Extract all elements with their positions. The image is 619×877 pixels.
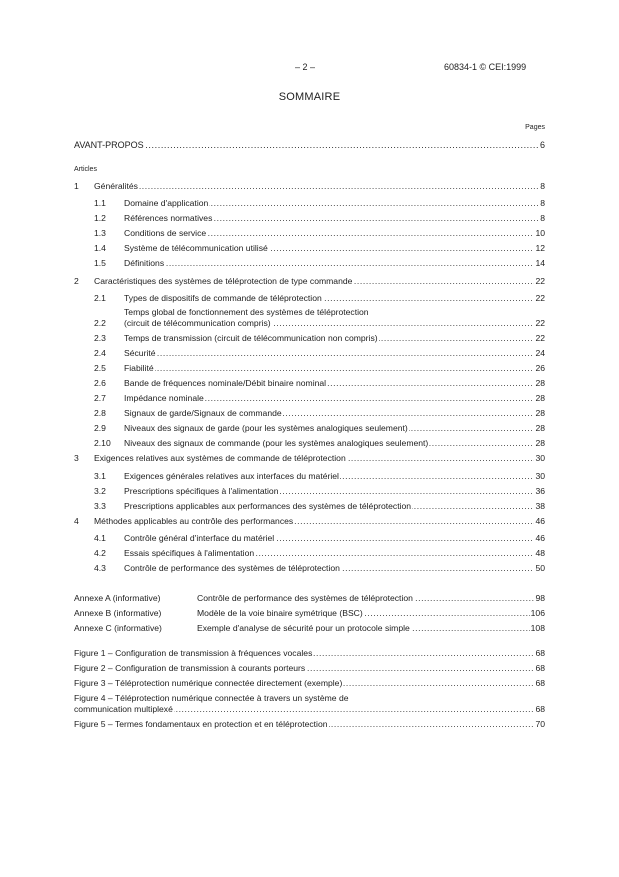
toc-entry[interactable] [94, 422, 545, 434]
toc-entry-page: 68 [535, 704, 545, 714]
toc-entry-page: 12 [535, 243, 545, 253]
toc-entry-page: 48 [535, 548, 545, 558]
toc-entry[interactable] [94, 485, 545, 497]
toc-entry-number: 2.6 [94, 378, 106, 388]
toc-entry[interactable] [94, 332, 545, 344]
toc-entry[interactable] [94, 532, 545, 544]
toc-entry[interactable] [74, 275, 545, 287]
toc-entry-page: 98 [535, 593, 545, 603]
toc-entry-title: (circuit de télécommunication compris) [124, 318, 271, 328]
toc-entry-title: Figure 1 – Configuration de transmission à fréquences vocales [74, 648, 313, 658]
document-reference: 60834-1 © CEI:1999 [444, 62, 527, 72]
toc-entry-title: Contrôle général d'interface du matériel [124, 533, 275, 543]
toc-entry[interactable] [94, 212, 545, 224]
toc-entry-title: Conditions de service [124, 228, 207, 238]
toc-entry-page: 46 [535, 516, 545, 526]
toc-entry-page: 36 [535, 486, 545, 496]
toc-entry-title: Exemple d'analyse de sécurité pour un protocole simple [197, 623, 410, 633]
toc-entry-title: Domaine d'application [124, 198, 209, 208]
toc-entry[interactable] [74, 452, 545, 464]
toc-entry-title: Méthodes applicables au contrôle des performances [94, 516, 294, 526]
toc-entry[interactable] [94, 347, 545, 359]
page-title: SOMMAIRE [278, 91, 341, 103]
toc-entry-page: 38 [535, 501, 545, 511]
toc-entry-title: Signaux de garde/Signaux de commande [124, 408, 282, 418]
toc-entry[interactable] [94, 197, 545, 209]
toc-entry-title: Essais spécifiques à l'alimentation [124, 548, 255, 558]
toc-entry-page: 68 [535, 648, 545, 658]
toc-entry-title: Modèle de la voie binaire symétrique (BSC) [197, 608, 363, 618]
toc-entry-number: 4 [74, 516, 79, 526]
toc-entry-page: 22 [535, 318, 545, 328]
figure-entry[interactable] [74, 662, 545, 674]
toc-entry-number: 2.4 [94, 348, 106, 358]
toc-entry[interactable] [94, 377, 545, 389]
toc-entry-number: 1.5 [94, 258, 106, 268]
figure-entry[interactable] [74, 647, 545, 659]
toc-entry-foreword[interactable] [74, 139, 545, 151]
toc-entry-page: 24 [535, 348, 545, 358]
toc-entry-page: 22 [535, 276, 545, 286]
toc-entry-title: AVANT-PROPOS [74, 140, 144, 150]
toc-entry-page: 28 [535, 423, 545, 433]
toc-entry-page: 8 [540, 181, 545, 191]
toc-entry-title: Temps de transmission (circuit de télécommunication non compris) [124, 333, 378, 343]
toc-entry-number: Annexe A (informative) [74, 593, 161, 603]
toc-entry-number: 3.2 [94, 486, 106, 496]
figure-entry-line1: Figure 4 – Téléprotection numérique connectée à travers un système de [74, 693, 349, 703]
toc-entry-title: Exigences générales relatives aux interfaces du matériel [124, 471, 339, 481]
toc-entry-number: 2.8 [94, 408, 106, 418]
toc-entry[interactable] [94, 362, 545, 374]
toc-entry[interactable] [94, 437, 545, 449]
figure-entry[interactable] [74, 718, 545, 730]
toc-entry-page: 10 [535, 228, 545, 238]
toc-entry-page: 50 [535, 563, 545, 573]
toc-entry[interactable] [94, 317, 545, 329]
toc-entry-title: Contrôle de performance des systèmes de téléprotection [124, 563, 340, 573]
toc-entry-title: Définitions [124, 258, 165, 268]
toc-entry-page: 14 [535, 258, 545, 268]
toc-entry-title: Exigences relatives aux systèmes de commande de téléprotection [94, 453, 346, 463]
page-number: – 2 – [295, 62, 316, 72]
toc-entry-title: Figure 3 – Téléprotection numérique connectée directement (exemple) [74, 678, 343, 688]
toc-entry-number: 2 [74, 276, 79, 286]
pages-column-label: Pages [525, 124, 545, 131]
toc-entry-title: Niveaux des signaux de commande (pour les systèmes analogiques seulement) [124, 438, 429, 448]
toc-entry-page: 28 [535, 378, 545, 388]
toc-entry-title: Figure 2 – Configuration de transmission à courants porteurs [74, 663, 306, 673]
toc-entry-title: communication multiplexé [74, 704, 173, 714]
toc-entry-title: Prescriptions applicables aux performances des systèmes de téléprotection [124, 501, 412, 511]
toc-entry-page: 8 [540, 198, 545, 208]
toc-entry-page: 22 [535, 333, 545, 343]
toc-entry[interactable] [94, 392, 545, 404]
toc-entry-title: Références normatives [124, 213, 213, 223]
toc-entry-number: 1.1 [94, 198, 106, 208]
figure-entry[interactable] [74, 703, 545, 715]
toc-entry-title: Figure 5 – Termes fondamentaux en protection et en téléprotection [74, 719, 328, 729]
toc-entry-number: Annexe B (informative) [74, 608, 162, 618]
toc-entry-title: Système de télécommunication utilisé [124, 243, 268, 253]
toc-entry-number: 2.7 [94, 393, 106, 403]
toc-entry-number: 1.2 [94, 213, 106, 223]
toc-entry-number: 2.2 [94, 318, 106, 328]
toc-entry-title: Fiabilité [124, 363, 154, 373]
toc-entry-number: 3 [74, 453, 79, 463]
toc-entry-number: 2.5 [94, 363, 106, 373]
toc-entry[interactable] [94, 407, 545, 419]
toc-entry[interactable] [94, 500, 545, 512]
toc-entry-title: Généralités [94, 181, 138, 191]
toc-entry-number: 2.3 [94, 333, 106, 343]
annex-entry[interactable] [74, 592, 545, 604]
toc-entry[interactable] [94, 562, 545, 574]
toc-entry-page: 70 [535, 719, 545, 729]
toc-entry[interactable] [94, 470, 545, 482]
toc-entry-number: Annexe C (informative) [74, 623, 162, 633]
toc-entry-number: 4.1 [94, 533, 106, 543]
toc-entry-page: 106 [530, 608, 545, 618]
toc-entry-number: 2.10 [94, 438, 111, 448]
articles-label: Articles [74, 166, 97, 173]
toc-entry-title: Caractéristiques des systèmes de téléprotection de type commande [94, 276, 353, 286]
toc-entry-page: 26 [535, 363, 545, 373]
toc-entry[interactable] [94, 257, 545, 269]
toc-entry-title: Bande de fréquences nominale/Débit binaire nominal [124, 378, 327, 388]
toc-entry-title: Contrôle de performance des systèmes de téléprotection [197, 593, 413, 603]
toc-entry-title: Sécurité [124, 348, 156, 358]
toc-entry-page: 28 [535, 408, 545, 418]
toc-entry[interactable] [94, 227, 545, 239]
toc-entry[interactable] [74, 180, 545, 192]
toc-entry-title-line1: Temps global de fonctionnement des systèmes de téléprotection [124, 307, 369, 317]
toc-entry-page: 22 [535, 293, 545, 303]
toc-entry-number: 4.3 [94, 563, 106, 573]
toc-entry-page: 8 [540, 213, 545, 223]
annex-entry[interactable] [74, 607, 545, 619]
toc-entry-page: 30 [535, 453, 545, 463]
toc-entry[interactable] [94, 547, 545, 559]
toc-entry-title: Niveaux des signaux de garde (pour les systèmes analogiques seulement) [124, 423, 408, 433]
toc-entry-page: 46 [535, 533, 545, 543]
toc-entry-title: Prescriptions spécifiques à l'alimentation [124, 486, 279, 496]
toc-entry-page: 30 [535, 471, 545, 481]
toc-entry-page: 6 [539, 140, 545, 150]
toc-entry-number: 2.1 [94, 293, 106, 303]
toc-entry[interactable] [94, 292, 545, 304]
toc-entry-number: 3.1 [94, 471, 106, 481]
annex-entry[interactable] [74, 622, 545, 634]
toc-entry-title: Impédance nominale [124, 393, 204, 403]
toc-entry[interactable] [94, 242, 545, 254]
toc-entry-number: 1.3 [94, 228, 106, 238]
toc-entry-number: 4.2 [94, 548, 106, 558]
toc-entry-page: 68 [535, 663, 545, 673]
toc-entry-page: 108 [530, 623, 545, 633]
toc-entry-number: 3.3 [94, 501, 106, 511]
toc-entry-number: 1 [74, 181, 79, 191]
toc-entry-number: 1.4 [94, 243, 106, 253]
toc-entry-page: 28 [535, 393, 545, 403]
toc-entry-page: 28 [535, 438, 545, 448]
toc-entry-title: Types de dispositifs de commande de téléprotection [124, 293, 322, 303]
toc-entry-number: 2.9 [94, 423, 106, 433]
figure-entry[interactable] [74, 677, 545, 689]
toc-entry[interactable] [74, 515, 545, 527]
toc-entry-page: 68 [535, 678, 545, 688]
